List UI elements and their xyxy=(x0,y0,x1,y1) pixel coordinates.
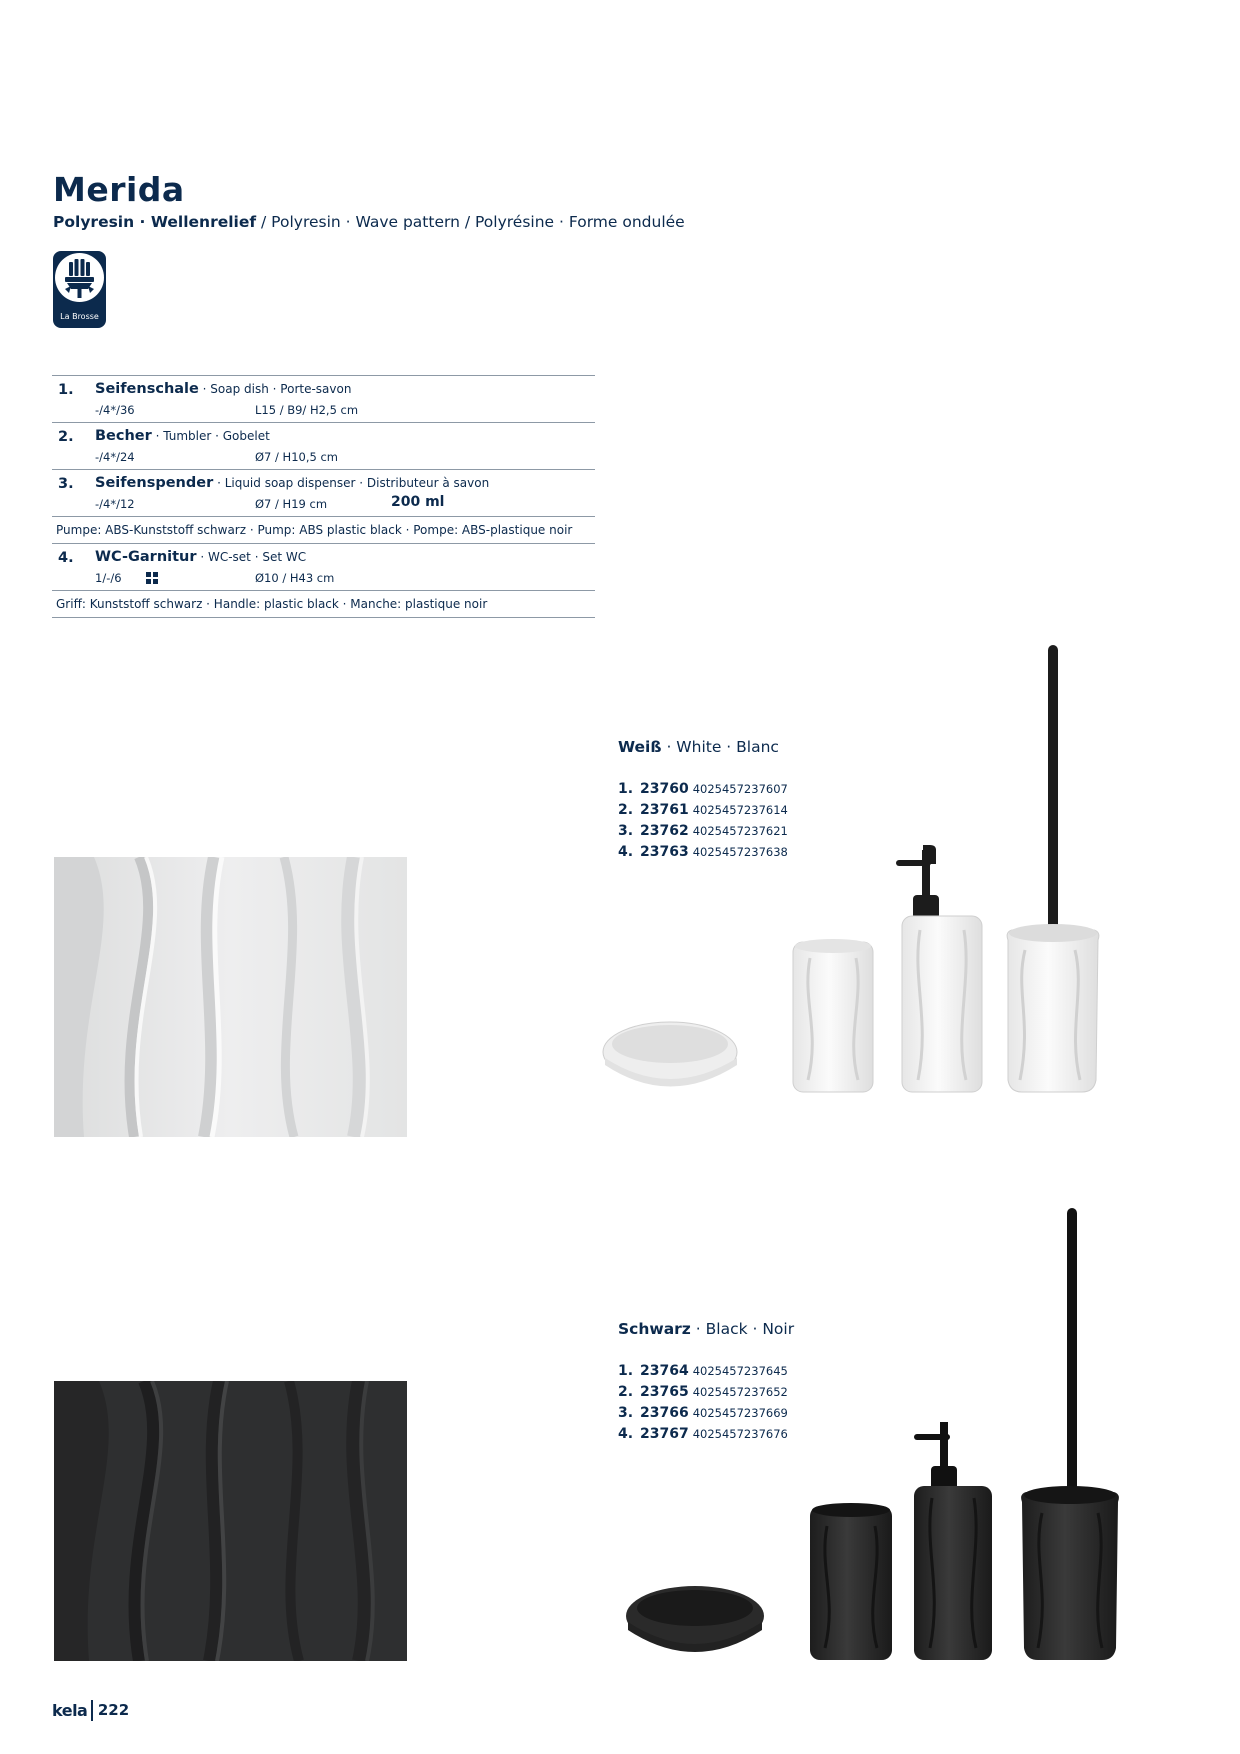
article-number: 23766 xyxy=(640,1405,689,1421)
item-row-4 xyxy=(52,544,595,590)
ean-code: 4025457237607 xyxy=(692,782,788,796)
note-row-handle xyxy=(52,591,595,617)
item-name: WC-Garnitur xyxy=(95,549,197,565)
brush-icon xyxy=(55,253,104,302)
ean-code: 4025457237645 xyxy=(692,1364,788,1378)
item-pack: 1/-/6 xyxy=(95,571,122,585)
item-number: 4. xyxy=(58,550,74,566)
variant-color: Schwarz xyxy=(618,1320,691,1338)
item-number: 3. xyxy=(58,476,74,492)
item-row-3 xyxy=(52,470,595,516)
ean-code: 4025457237669 xyxy=(692,1406,788,1420)
subtitle-bold: Polyresin · Wellenrelief xyxy=(53,213,257,231)
article-number: 23764 xyxy=(640,1363,689,1379)
list-item: 2. 23761 4025457237614 xyxy=(618,802,788,818)
item-dimensions: Ø7 / H10,5 cm xyxy=(255,450,338,464)
item-row-2 xyxy=(52,423,595,469)
item-number: 1. xyxy=(58,382,74,398)
item-translation: · Liquid soap dispenser · Distributeur à savon xyxy=(213,476,490,490)
item-pack: -/4*/36 xyxy=(95,403,135,417)
list-item: 4. 23767 4025457237676 xyxy=(618,1426,788,1442)
footer-divider xyxy=(91,1700,93,1721)
page-footer xyxy=(52,1697,129,1723)
article-number: 23765 xyxy=(640,1384,689,1400)
article-number: 23762 xyxy=(640,823,689,839)
list-item: 4. 23763 4025457237638 xyxy=(618,844,788,860)
pump-note: Pumpe: ABS-Kunststoff schwarz · Pump: ABS plastic black · Pompe: ABS-plastique noir xyxy=(56,523,573,537)
item-translation: · Soap dish · Porte-savon xyxy=(198,382,352,396)
handle-note: Griff: Kunststoff schwarz · Handle: plastic black · Manche: plastique noir xyxy=(56,597,488,611)
item-name: Seifenspender xyxy=(95,475,214,491)
ean-code: 4025457237676 xyxy=(692,1427,788,1441)
list-item: 2. 23765 4025457237652 xyxy=(618,1384,788,1400)
item-dimensions: Ø10 / H43 cm xyxy=(255,571,335,585)
item-volume: 200 ml xyxy=(391,494,445,510)
item-row-1 xyxy=(52,376,595,422)
page-title: Merida xyxy=(53,170,185,209)
black-product-photo xyxy=(620,1208,1140,1678)
item-translation: · WC-set · Set WC xyxy=(196,550,307,564)
subtitle-rest: / Polyresin · Wave pattern / Polyrésine · Forme ondulée xyxy=(256,213,685,231)
set-grid-icon xyxy=(146,572,158,584)
item-dimensions: Ø7 / H19 cm xyxy=(255,497,328,511)
spec-table xyxy=(52,375,595,618)
page-number: 222 xyxy=(97,1701,130,1719)
item-name: Becher xyxy=(95,428,152,444)
item-dimensions: L15 / B9/ H2,5 cm xyxy=(255,403,359,417)
article-number: 23761 xyxy=(640,802,689,818)
black-texture-swatch xyxy=(54,1381,407,1661)
article-number: 23760 xyxy=(640,781,689,797)
ean-code: 4025457237621 xyxy=(692,824,788,838)
list-item: 3. 23766 4025457237669 xyxy=(618,1405,788,1421)
white-texture-swatch xyxy=(54,857,407,1137)
article-number: 23767 xyxy=(640,1426,689,1442)
list-item: 3. 23762 4025457237621 xyxy=(618,823,788,839)
variant-color-translation: · Black · Noir xyxy=(690,1320,795,1338)
item-pack: -/4*/24 xyxy=(95,450,135,464)
item-name: Seifenschale xyxy=(95,381,199,397)
variant-color-translation: · White · Blanc xyxy=(661,738,779,756)
brand-logo: kela xyxy=(52,1700,88,1720)
item-pack: -/4*/12 xyxy=(95,497,135,511)
item-translation: · Tumbler · Gobelet xyxy=(151,429,270,443)
white-product-photo xyxy=(600,640,1120,1120)
page-subtitle xyxy=(53,213,685,231)
list-item: 1. 23760 4025457237607 xyxy=(618,781,788,797)
article-number: 23763 xyxy=(640,844,689,860)
item-number: 2. xyxy=(58,429,74,445)
badge-label: La Brosse xyxy=(60,312,99,321)
ean-code: 4025457237652 xyxy=(692,1385,788,1399)
ean-code: 4025457237638 xyxy=(692,845,788,859)
variant-color: Weiß xyxy=(618,738,662,756)
list-item: 1. 23764 4025457237645 xyxy=(618,1363,788,1379)
la-brosse-badge xyxy=(53,251,106,328)
ean-code: 4025457237614 xyxy=(692,803,788,817)
note-row-pump xyxy=(52,517,595,543)
